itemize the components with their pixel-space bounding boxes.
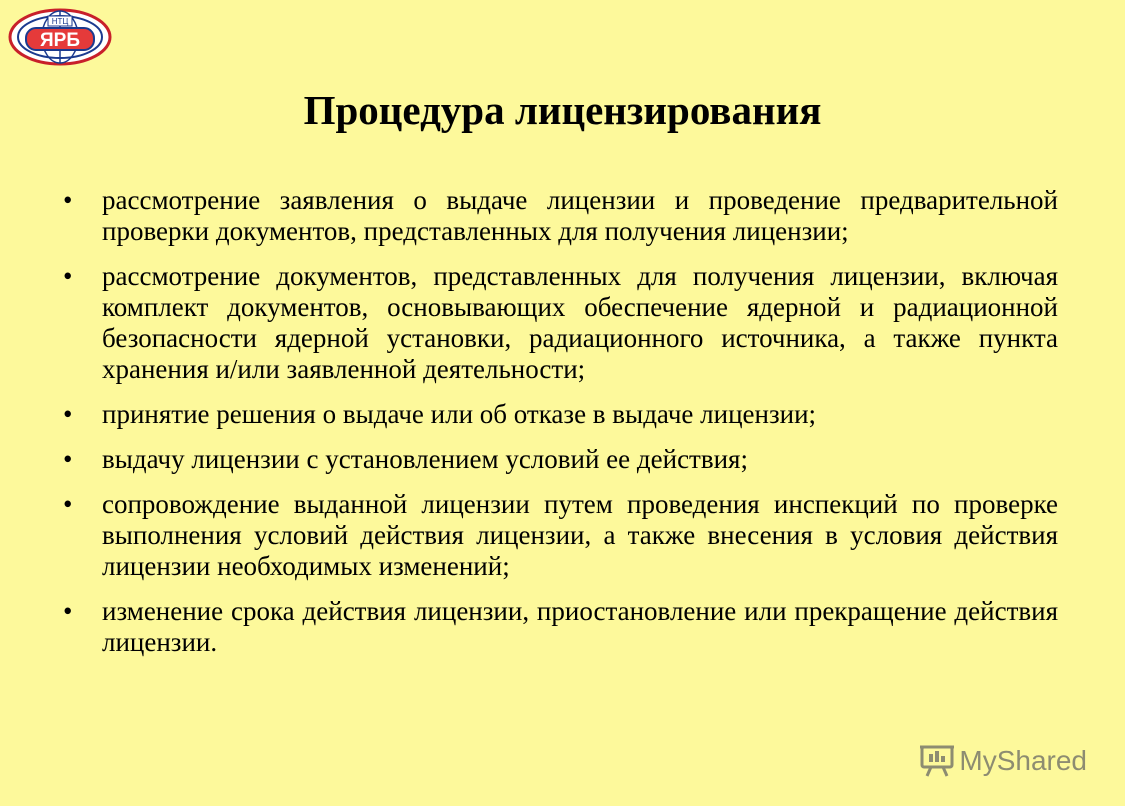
bullet-dot: • — [63, 444, 73, 474]
bullet-dot: • — [63, 489, 73, 519]
watermark-text: MyShared — [959, 745, 1087, 776]
list-item-text: выдачу лицензии с установлением условий ее действия; — [102, 444, 748, 474]
list-item-text: рассмотрение заявления о выдаче лицензии и проведение предварительной проверки документов, представленных для получения лицензии; — [102, 185, 1058, 246]
bullet-dot: • — [63, 261, 73, 291]
bullet-dot: • — [63, 399, 73, 429]
logo-text: ЯРБ — [40, 30, 80, 51]
watermark — [919, 744, 1087, 778]
list-item — [63, 444, 1058, 475]
list-item — [63, 489, 1058, 582]
list-item-text: рассмотрение документов, представленных для получения лицензии, включая комплект документов, основывающих обеспечение ядерной и радиационной безопасности ядерной установки, радиационного источника, а также пункта хранения и/или заявленной деятельности; — [102, 261, 1058, 384]
logo-emblem-icon — [8, 8, 112, 66]
list-item — [63, 399, 1058, 430]
page-title: Процедура лицензирования — [303, 87, 822, 133]
list-item — [63, 185, 1058, 247]
presentation-board-icon — [919, 744, 955, 778]
bullet-dot: • — [63, 185, 73, 215]
logo — [8, 8, 112, 66]
bullet-dot: • — [63, 596, 73, 626]
logo-subtext: НТЦ — [51, 17, 69, 26]
list-item-text: принятие решения о выдаче или об отказе в выдаче лицензии; — [102, 399, 817, 429]
list-item-text: изменение срока действия лицензии, приостановление или прекращение действия лицензии. — [102, 596, 1058, 657]
list-item — [63, 261, 1058, 385]
list-item — [63, 596, 1058, 658]
bullet-list — [63, 185, 1058, 672]
list-item-text: сопровождение выданной лицензии путем проведения инспекций по проверке выполнения условий действия лицензии, а также внесения в условия действия лицензии необходимых изменений; — [102, 489, 1058, 581]
